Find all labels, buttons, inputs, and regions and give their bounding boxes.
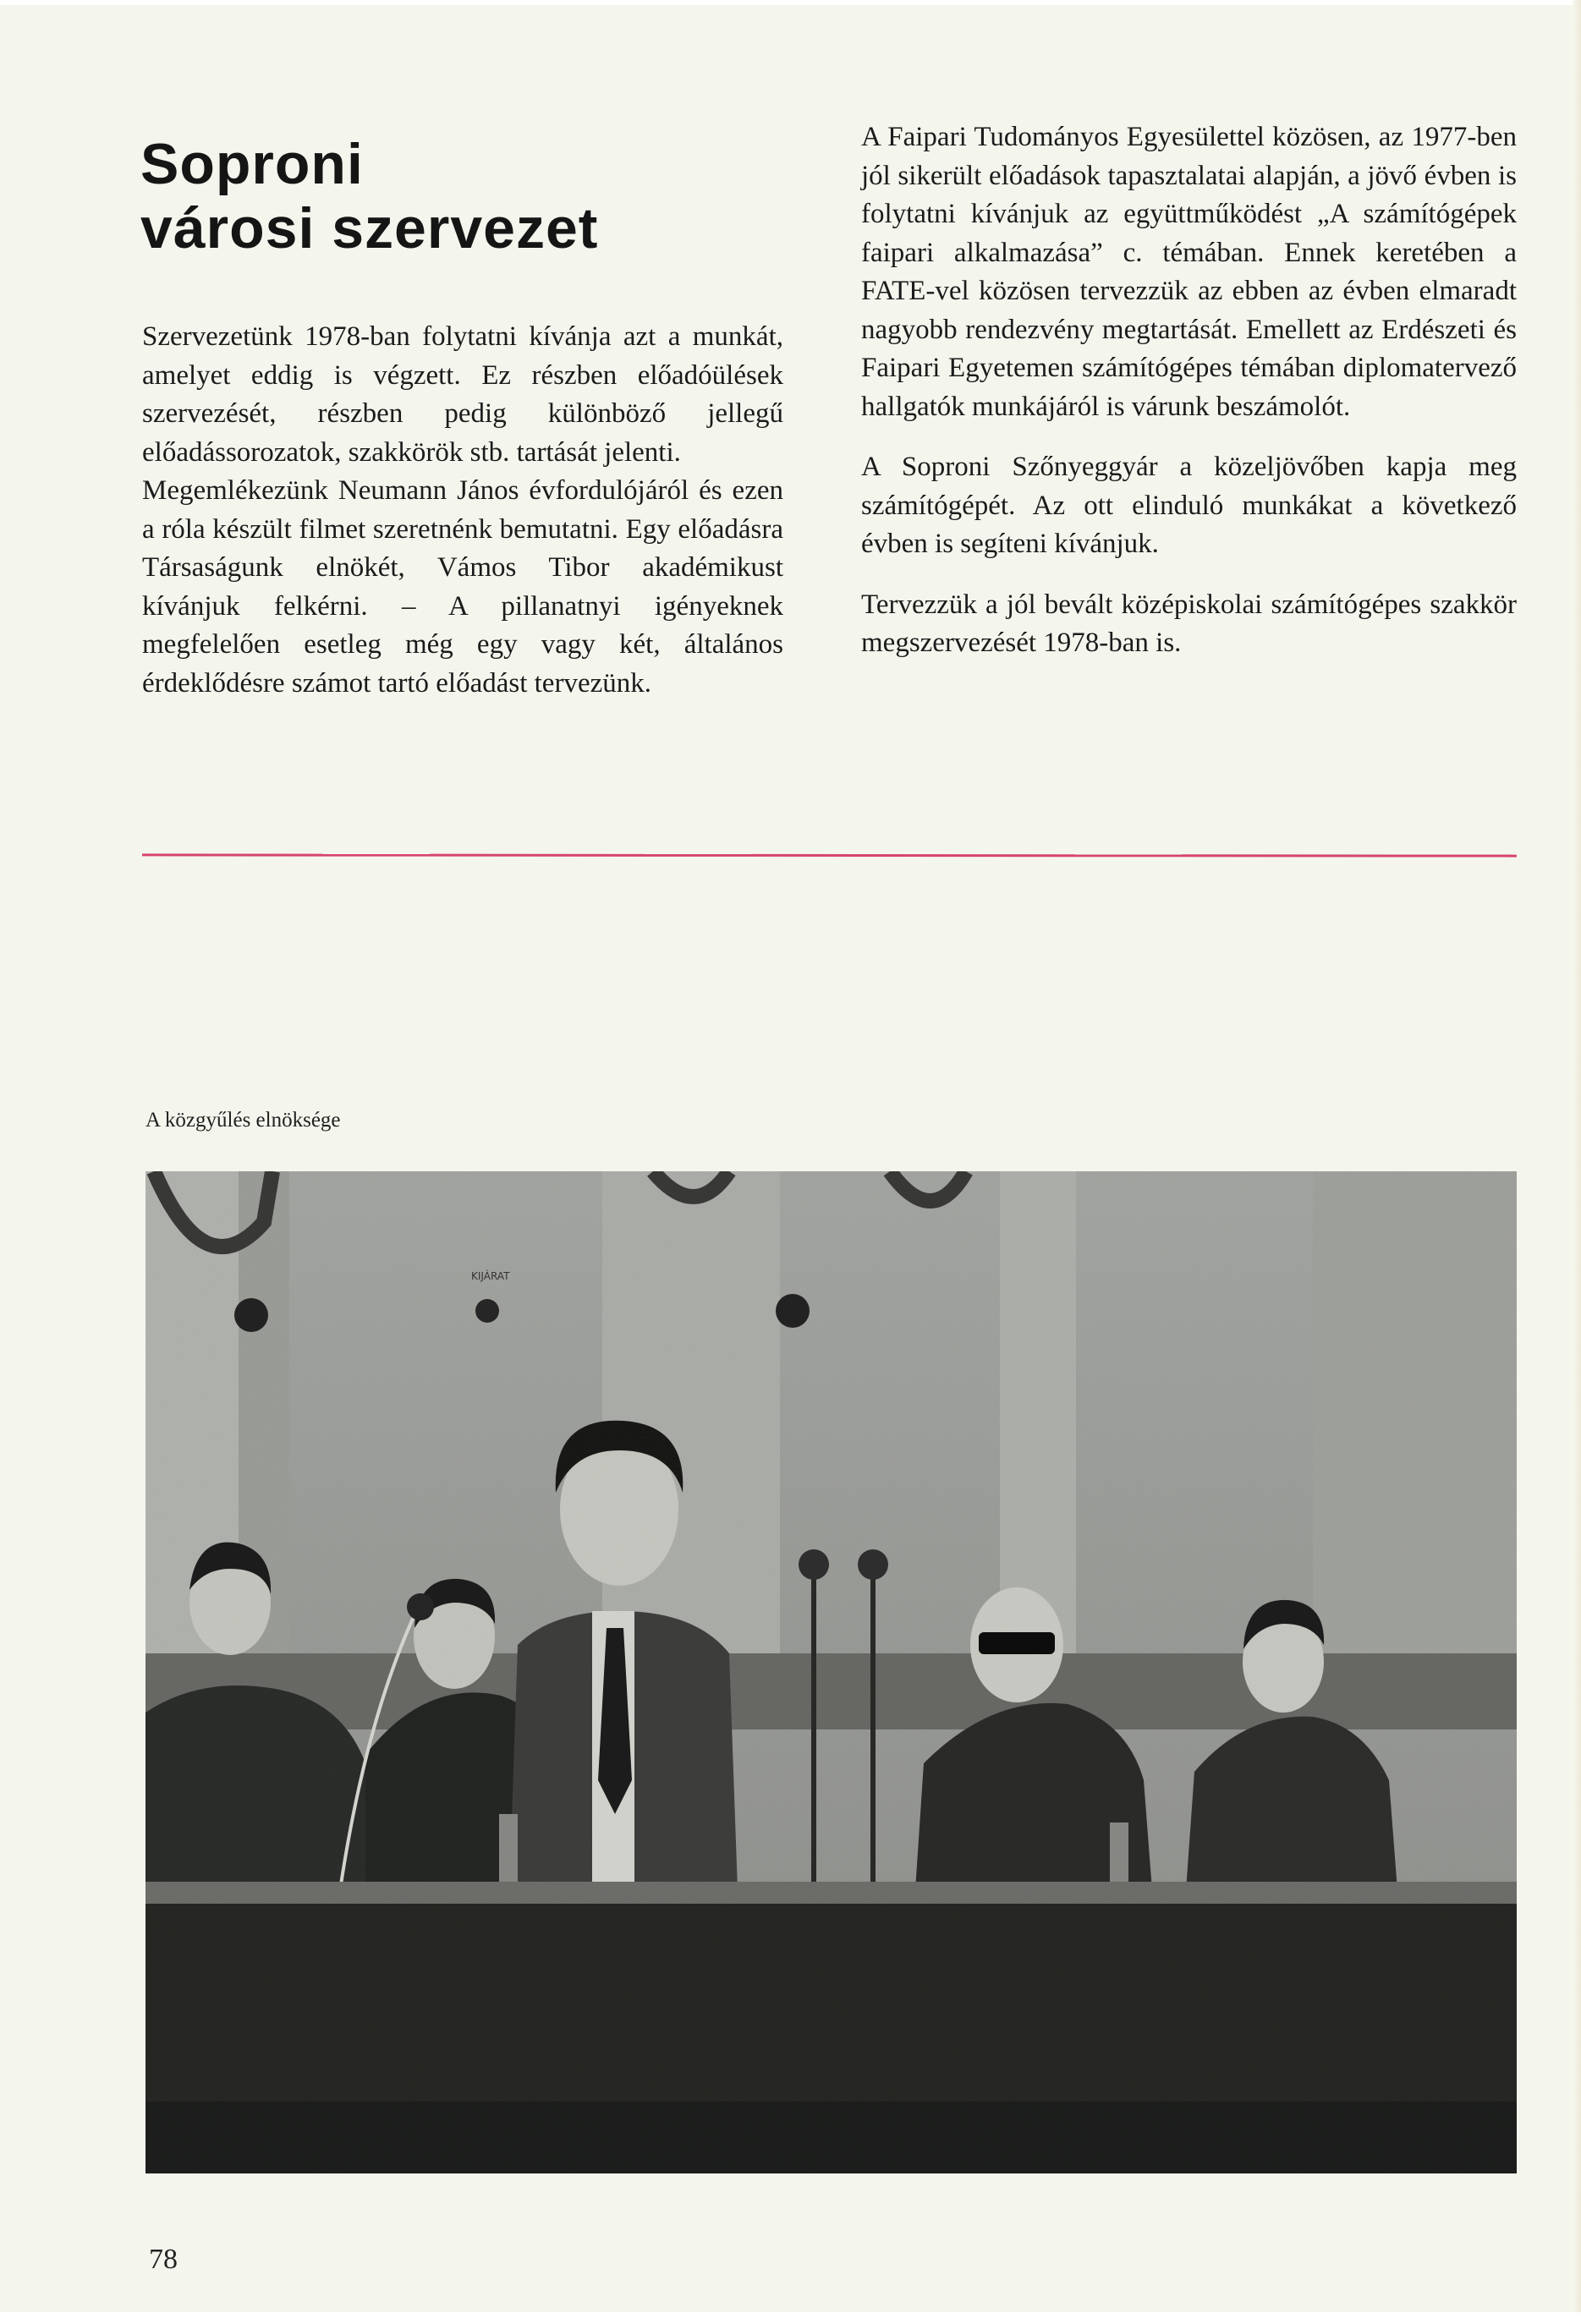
exit-sign: KIJÁRAT (471, 1270, 510, 1282)
bottle (1110, 1822, 1128, 1890)
photo-caption: A közgyűlés elnöksége (145, 1109, 341, 1132)
glasses (979, 1632, 1055, 1654)
left-column (142, 318, 783, 703)
paragraph: Szervezetünk 1978-ban folytatni kívánja azt a munkát, amelyet eddig is végzett. Ez részben előadóülések szervezését, részben pedig különböző jellegű előadássorozatok, szakkörök stb. tartását jelenti. (142, 321, 783, 468)
paragraph: A Soproni Szőnyeggyár a közeljövőben kapja meg számítógépét. Az ott elinduló munkákat a következő évben is segíteni kívánjuk. (861, 452, 1517, 559)
article-title-line-2: városi szervezet (140, 196, 599, 260)
microphone (799, 1549, 829, 1580)
section-divider (142, 853, 1517, 857)
page-edge-right (1573, 0, 1581, 2324)
wall-lamp (234, 1298, 268, 1332)
paragraph: A Faipari Tudományos Egyesülettel közösen, az 1977-ben jól sikerült előadások tapasztalatai alapján, a jövő évben is folytatni kívánjuk az együttműködést „A számítógépek faipari alkalmazása” c. témában. Ennek keretében a FATE-vel közösen tervezzük az ebben az évben elmaradt nagyobb rendezvény megtartását. Emellett az Erdészeti és Faipari Egyetemen számítógépes témában diplomatervező hallgatók munkájáról is várunk beszámolót. (861, 122, 1517, 422)
presidium-photo (145, 1171, 1517, 2173)
microphone (407, 1593, 434, 1620)
paragraph: Tervezzük a jól bevált középiskolai számítógépes szakkör megszervezését 1978-ban is. (861, 589, 1517, 658)
wall-lamp (776, 1294, 810, 1328)
page-edge-bottom (0, 2312, 1581, 2324)
microphone (858, 1549, 888, 1580)
photo-illustration (145, 1171, 1517, 2173)
table-top (145, 1882, 1517, 1905)
wall-panel (1313, 1171, 1517, 1713)
article-title-line-1: Soproni (140, 132, 364, 196)
page-edge-top (0, 0, 1581, 5)
page-number: 78 (149, 2244, 178, 2275)
right-column (861, 118, 1517, 663)
article-title (140, 132, 598, 260)
paragraph: Megemlékezünk Neumann János évfordulójáról és ezen a róla készült filmet szeretnénk bemutatni. Egy előadásra Társaságunk elnökét, Vámos Tibor akadémikust kívánjuk felkérni. – A pillanatnyi igényeknek megfelelően esetleg még egy vagy két, általános érdeklődésre számot tartó előadást tervezünk. (142, 475, 783, 699)
bottle (499, 1814, 518, 1890)
wall-lamp (475, 1299, 499, 1323)
